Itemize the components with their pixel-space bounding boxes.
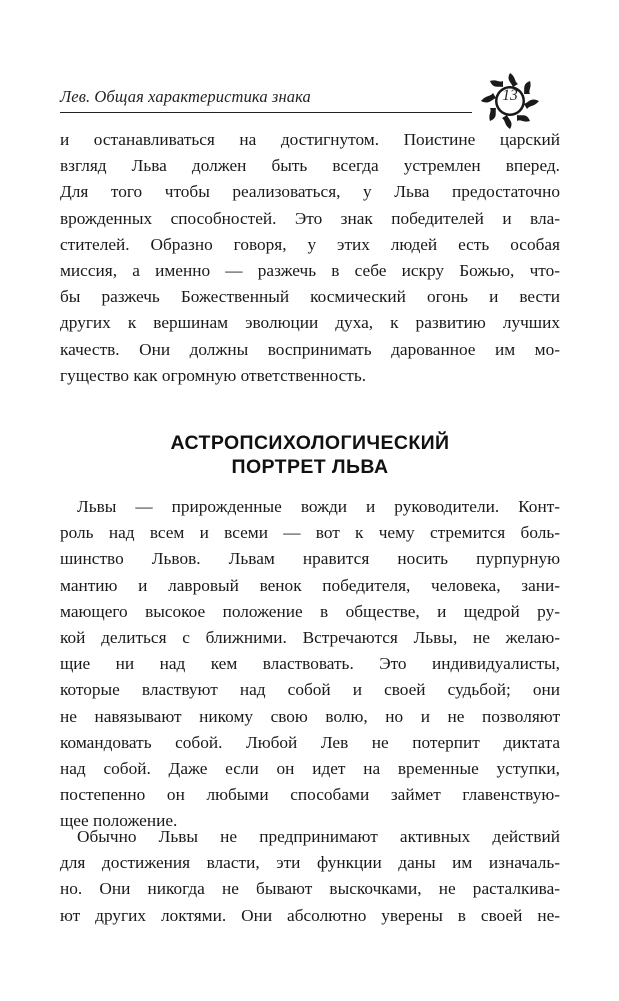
sun-ray-8 (490, 80, 503, 87)
section-heading-line-1: АСТРОПСИХОЛОГИЧЕСКИЙ (170, 432, 450, 454)
text-line: щее положение. (60, 811, 178, 831)
text-line: для достижения власти, эти функции даны им изначаль- (60, 853, 560, 873)
text-line: ют других локтями. Они абсолютно уверены в своей не- (60, 905, 560, 925)
text-line: над собой. Даже если он идет на временные уступки, (60, 758, 560, 778)
text-line: взгляд Льва должен быть всегда устремлен вперед. (60, 156, 560, 176)
text-line: шинство Львов. Львам нравится носить пурпурную (60, 549, 560, 569)
paragraph-3 (60, 824, 560, 929)
sun-ray-1 (508, 73, 518, 87)
text-line: мантию и лавровый венок победителя, человека, зани- (60, 575, 560, 595)
section-heading (60, 431, 560, 479)
paragraph-1 (60, 127, 560, 389)
text-line: других к вершинам эволюции духа, к развитию лучших (60, 313, 560, 333)
text-line: врожденных способностей. Это знак победителей и вла- (60, 208, 560, 228)
text-line: качеств. Они должны воспринимать дарованное им мо- (60, 339, 560, 359)
text-line: но. Они никогда не бывают выскочками, не расталкива- (60, 879, 560, 899)
text-line: не навязывают никому свою волю, но и не позволяют (60, 706, 560, 726)
running-header (60, 82, 565, 122)
paragraph-2 (60, 494, 560, 834)
page-number: 13 (502, 87, 518, 104)
text-line: гущество как огромную ответственность. (60, 365, 367, 385)
text-line: щие ни над кем властвовать. Это индивидуалисты, (60, 654, 560, 674)
text-line: кой делиться с ближними. Встречаются Львы, не желаю- (60, 627, 560, 647)
text-line: командовать собой. Любой Лев не потерпит диктата (60, 732, 560, 752)
section-heading-line-2: ПОРТРЕТ ЛЬВА (231, 456, 389, 478)
running-title: Лев. Общая характеристика знака (60, 87, 311, 106)
text-line: и останавливаться на достигнутом. Поистине царский (60, 130, 560, 149)
text-line: роль над всем и всеми — вот к чему стремится боль- (60, 523, 560, 543)
text-line: постепенно он любыми способами займет главенствую- (60, 785, 560, 805)
sun-ray-6 (489, 108, 496, 121)
text-line: Львы — прирожденные вожди и руководители. Конт- (77, 497, 560, 516)
text-line: мающего высокое положение в обществе, и щедрой ру- (60, 601, 560, 621)
text-line: стителей. Образно говоря, у этих людей есть особая (60, 234, 560, 254)
text-line: миссия, а именно — разжечь в себе искру Божью, что- (60, 260, 560, 280)
header-rule (60, 112, 472, 113)
text-line: Обычно Львы не предпринимают активных действий (77, 827, 560, 846)
text-line: Для того чтобы реализоваться, у Льва предостаточно (60, 182, 560, 202)
text-line: бы разжечь Божественный космический огонь и вести (60, 287, 560, 307)
text-line: которые властвуют над собой и своей судьбой; они (60, 680, 560, 700)
sun-ray-4 (517, 115, 530, 122)
